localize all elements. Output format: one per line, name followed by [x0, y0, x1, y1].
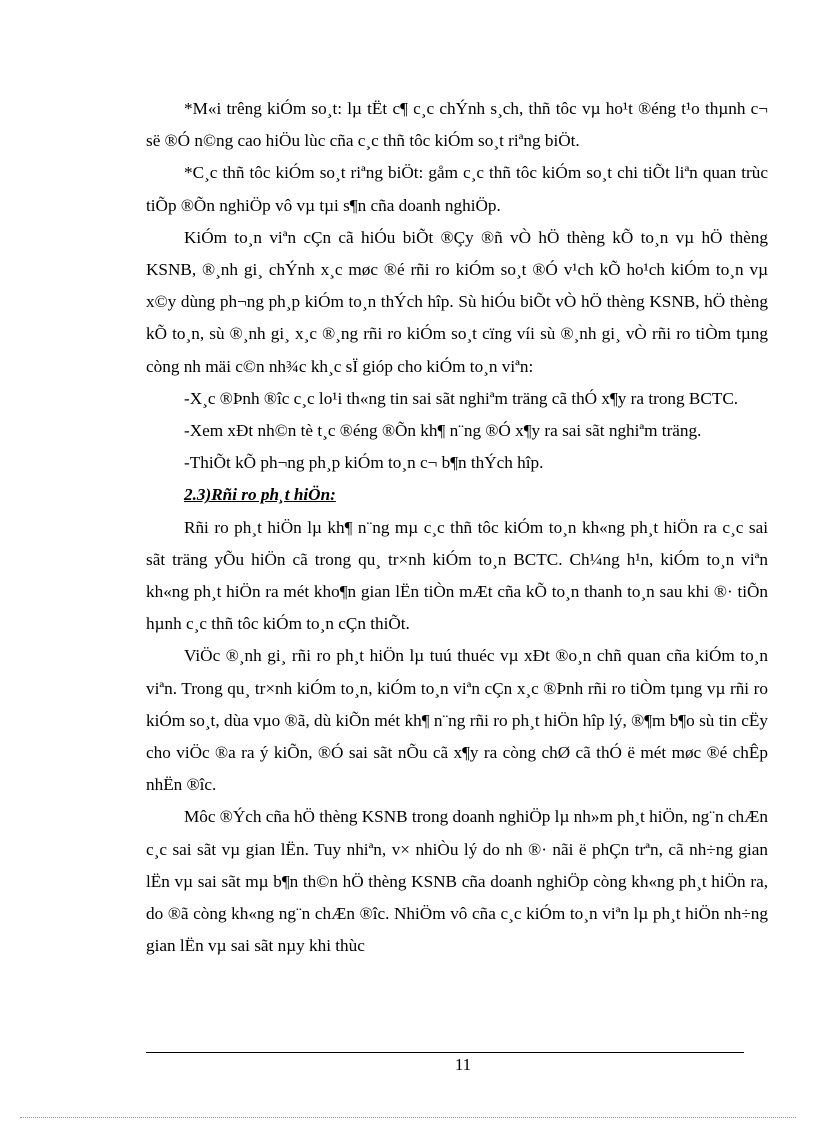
paragraph-bullet-design: -ThiÕt kÕ ph¬ng ph¸p kiÓm to¸n c¬ b¶n thÝch hîp.: [184, 453, 544, 473]
paragraph-detection-risk-definition: Rñi ro ph¸t hiÖn lµ kh¶ n¨ng mµ c¸c thñ tôc kiÓm to¸n kh«ng ph¸t hiÖn ra c¸c sai sãt träng yÕu hiÖn cã trong qu¸ tr×nh kiÓm to¸n BCTC. Ch¼ng h¹n, kiÓm to¸n viªn kh«ng ph¸t hiÖn ra mét kho¶n gian lËn tiÒn mÆt cña kÕ to¸n thanh to¸n sau khi ®· tiÕn hµnh c¸c thñ tôc kiÓm to¸n cÇn thiÕt.: [146, 517, 768, 634]
paragraph-ksnb-purpose: Môc ®Ých cña hÖ thèng KSNB trong doanh nghiÖp lµ nh»m ph¸t hiÖn, ng¨n chÆn c¸c sai sãt vµ gian lËn. Tuy nhiªn, v× nhiÒu lý do nh ®· nãi ë phÇn trªn, cã nh÷ng gian lËn vµ sai sãt mµ b¶n th©n hÖ thèng KSNB cña doanh nghiÖp còng kh«ng ph¸t hiÖn ra, do ®ã còng kh«ng ng¨n chÆn ®îc. NhiÖm vô cña c¸c kiÓm to¸n viªn lµ ph¸t hiÖn nh÷ng gian lËn vµ sai sãt nµy khi thùc: [146, 807, 768, 956]
section-heading-detection-risk: 2.3)Rñi ro ph¸t hiÖn:: [184, 485, 336, 505]
paragraph-control-procedures: *C¸c thñ tôc kiÓm so¸t riªng biÖt: gåm c¸c thñ tôc kiÓm so¸t chi tiÕt liªn quan trùc tiÕp ®Õn nghiÖp vô vµ tµi s¶n cña doanh nghiÖp.: [146, 163, 768, 215]
page-number: 11: [454, 1055, 472, 1074]
page-body: [146, 93, 768, 962]
paragraph-control-environment: *M«i trêng kiÓm so¸t: lµ tËt c¶ c¸c chÝnh s¸ch, thñ tôc vµ ho¹t ®éng t¹o thµnh c¬ së ®Ó n©ng cao hiÖu lùc cña c¸c thñ tôc kiÓm so¸t riªng biÖt.: [146, 99, 768, 151]
footer-divider: [146, 1052, 744, 1053]
paragraph-auditor-understanding: KiÓm to¸n viªn cÇn cã hiÓu biÕt ®Çy ®ñ vÒ hÖ thèng kÕ to¸n vµ hÖ thèng KSNB, ®¸nh gi¸ chÝnh x¸c møc ®é rñi ro kiÓm so¸t ®Ó v¹ch kÕ ho¹ch kiÓm to¸n vµ x©y dùng ph¬ng ph¸p kiÓm to¸n thÝch hîp. Sù hiÓu biÕt vÒ hÖ thèng KSNB, hÖ thèng kÕ to¸n, sù ®¸nh gi¸ x¸c ®¸ng rñi ro kiÓm so¸t cïng víi sù ®¸nh gi¸ vÒ rñi ro tiÒm tµng còng nh mäi c©n nh¾c kh¸c sÏ gióp cho kiÓm to¸n viªn:: [146, 227, 768, 376]
page-number-footer: [0, 1054, 816, 1076]
paragraph-bullet-identify: -X¸c ®Þnh ®îc c¸c lo¹i th«ng tin sai sãt nghiªm träng cã thÓ x¶y ra trong BCTC.: [184, 388, 739, 408]
paragraph-detection-risk-assessment: ViÖc ®¸nh gi¸ rñi ro ph¸t hiÖn lµ tuú thuéc vµ xÐt ®o¸n chñ quan cña kiÓm to¸n viªn. Trong qu¸ tr×nh kiÓm to¸n, kiÓm to¸n viªn cÇn x¸c ®Þnh rñi ro tiÒm tµng vµ rñi ro kiÓm so¸t, dùa vµo ®ã, dù kiÕn mét kh¶ n¨ng rñi ro ph¸t hiÖn hîp lý, ®¶m b¶o sù tin cËy cho viÖc ®a ra ý kiÕn, ®Ó sai sãt nÕu cã x¶y ra còng chØ cã thÓ ë mét møc ®é chÊp nhËn ®îc.: [146, 646, 768, 795]
paragraph-bullet-consider: -Xem xÐt nh©n tè t¸c ®éng ®Õn kh¶ n¨ng ®Ó x¶y ra sai sãt nghiªm träng.: [184, 421, 702, 441]
page-bottom-dotted-border: [20, 1117, 796, 1118]
